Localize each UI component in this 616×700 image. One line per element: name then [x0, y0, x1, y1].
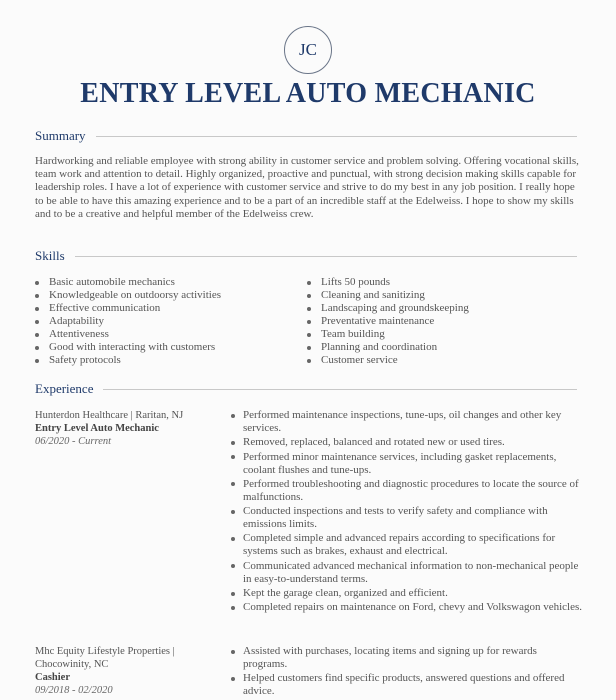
skills-list-right — [307, 276, 469, 367]
summary-text: Hardworking and reliable employee with strong ability in customer service and problem solving. Offering vocational skills, team work and attention to detail. Highly organized, proactive and punctual, with strong decision making skills capable for leadership roles. I have a lot of experience with customer service and strive to do my best in any job position. I really hope to be able to have this amazing experience and to be a part of an incredible staff at the Edelweiss. I hope to show my skills and to be a creative and helpful member of the Edelweiss crew. — [35, 155, 579, 220]
job-bullet: Removed, replaced, balanced and rotated new or used tires. — [231, 436, 583, 449]
job-bullet: Helped customers find specific products, answered questions and offered advice. — [231, 672, 583, 698]
job-bullet: Completed repairs on maintenance on Ford, chevy and Volkswagon vehicles. — [231, 601, 583, 614]
skill-item: Adaptability — [35, 315, 221, 328]
skill-item: Preventative maintenance — [307, 315, 469, 328]
job-dates: 09/2018 - 02/2020 — [35, 685, 113, 696]
monogram-initials: JC — [299, 40, 317, 59]
skill-item: Planning and coordination — [307, 341, 469, 354]
section-divider — [96, 136, 577, 137]
section-divider — [103, 389, 577, 390]
job-bullet: Performed troubleshooting and diagnostic procedures to locate the source of malfunctions. — [231, 478, 583, 504]
job-bullet: Performed minor maintenance services, including gasket replacements, coolant flushes and tune-ups. — [231, 451, 583, 477]
summary-heading: Summary — [35, 128, 86, 143]
skills-list-left — [35, 276, 221, 367]
skills-heading: Skills — [35, 248, 65, 263]
job-bullets — [231, 409, 583, 616]
skills-section-header — [35, 248, 577, 264]
job-bullet: Assisted with purchases, locating items and signing up for rewards programs. — [231, 645, 583, 671]
skill-item: Knowledgeable on outdoorsy activities — [35, 289, 221, 302]
job-bullets — [231, 645, 583, 700]
job-meta — [35, 409, 200, 448]
skill-item: Customer service — [307, 354, 469, 367]
skill-item: Safety protocols — [35, 354, 221, 367]
job-company: Mhc Equity Lifestyle Properties | Chocowinity, NC — [35, 646, 175, 670]
job-role: Cashier — [35, 672, 70, 683]
job-bullet: Conducted inspections and tests to verify safety and compliance with emissions limits. — [231, 505, 583, 531]
job-dates: 06/2020 - Current — [35, 436, 112, 447]
monogram-avatar — [284, 26, 332, 74]
skill-item: Lifts 50 pounds — [307, 276, 469, 289]
job-role: Entry Level Auto Mechanic — [35, 423, 159, 434]
experience-section-header — [35, 381, 577, 397]
experience-heading: Experience — [35, 381, 94, 396]
skill-item: Landscaping and groundskeeping — [307, 302, 469, 315]
job-bullet: Kept the garage clean, organized and efficient. — [231, 587, 583, 600]
page-title: ENTRY LEVEL AUTO MECHANIC — [80, 78, 536, 109]
skill-item: Attentiveness — [35, 328, 221, 341]
job-bullet: Performed maintenance inspections, tune-ups, oil changes and other key services. — [231, 409, 583, 435]
job-bullet: Communicated advanced mechanical information to non-mechanical people in easy-to-understand terms. — [231, 560, 583, 586]
skill-item: Cleaning and sanitizing — [307, 289, 469, 302]
skill-item: Effective communication — [35, 302, 221, 315]
job-company: Hunterdon Healthcare | Raritan, NJ — [35, 410, 184, 421]
skill-item: Basic automobile mechanics — [35, 276, 221, 289]
job-meta — [35, 645, 195, 697]
job-bullet: Completed simple and advanced repairs according to specifications for systems such as brakes, exhaust and electrical. — [231, 532, 583, 558]
summary-section-header — [35, 128, 577, 144]
section-divider — [75, 256, 577, 257]
skill-item: Good with interacting with customers — [35, 341, 221, 354]
skill-item: Team building — [307, 328, 469, 341]
